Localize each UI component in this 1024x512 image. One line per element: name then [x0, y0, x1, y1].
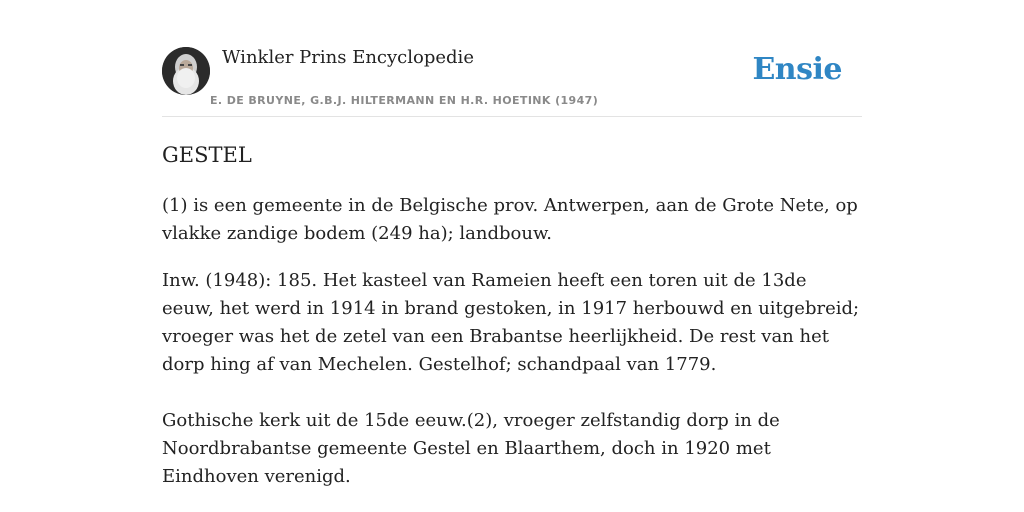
article-paragraph-1: (1) is een gemeente in de Belgische prov. Antwerpen, aan de Grote Nete, op vlakke zandige bodem (249 ha); landbouw.	[162, 195, 858, 244]
article-paragraph-3: Gothische kerk uit de 15de eeuw.(2), vroeger zelfstandig dorp in de Noordbrabantse gemeente Gestel en Blaarthem, doch in 1920 met Eindhoven verenigd.	[162, 410, 780, 487]
ensie-logo-link[interactable]: Ensie	[752, 52, 842, 87]
author-portrait-icon[interactable]	[162, 47, 210, 95]
article-headword: GESTEL	[162, 143, 252, 167]
article-paragraph-2: Inw. (1948): 185. Het kasteel van Rameien heeft een toren uit de 13de eeuw, het werd in 1914 in brand gestoken, in 1917 herbouwd en uitgebreid; vroeger was het de zetel van een Brabantse heerlijkheid. De rest van het dorp hing af van Mechelen. Gestelhof; schandpaal van 1779.	[162, 270, 860, 375]
site-header	[162, 46, 862, 117]
authors-byline: E. DE BRUYNE, G.B.J. HILTERMANN EN H.R. HOETINK (1947)	[210, 94, 599, 107]
site-title[interactable]: Winkler Prins Encyclopedie	[222, 47, 474, 68]
